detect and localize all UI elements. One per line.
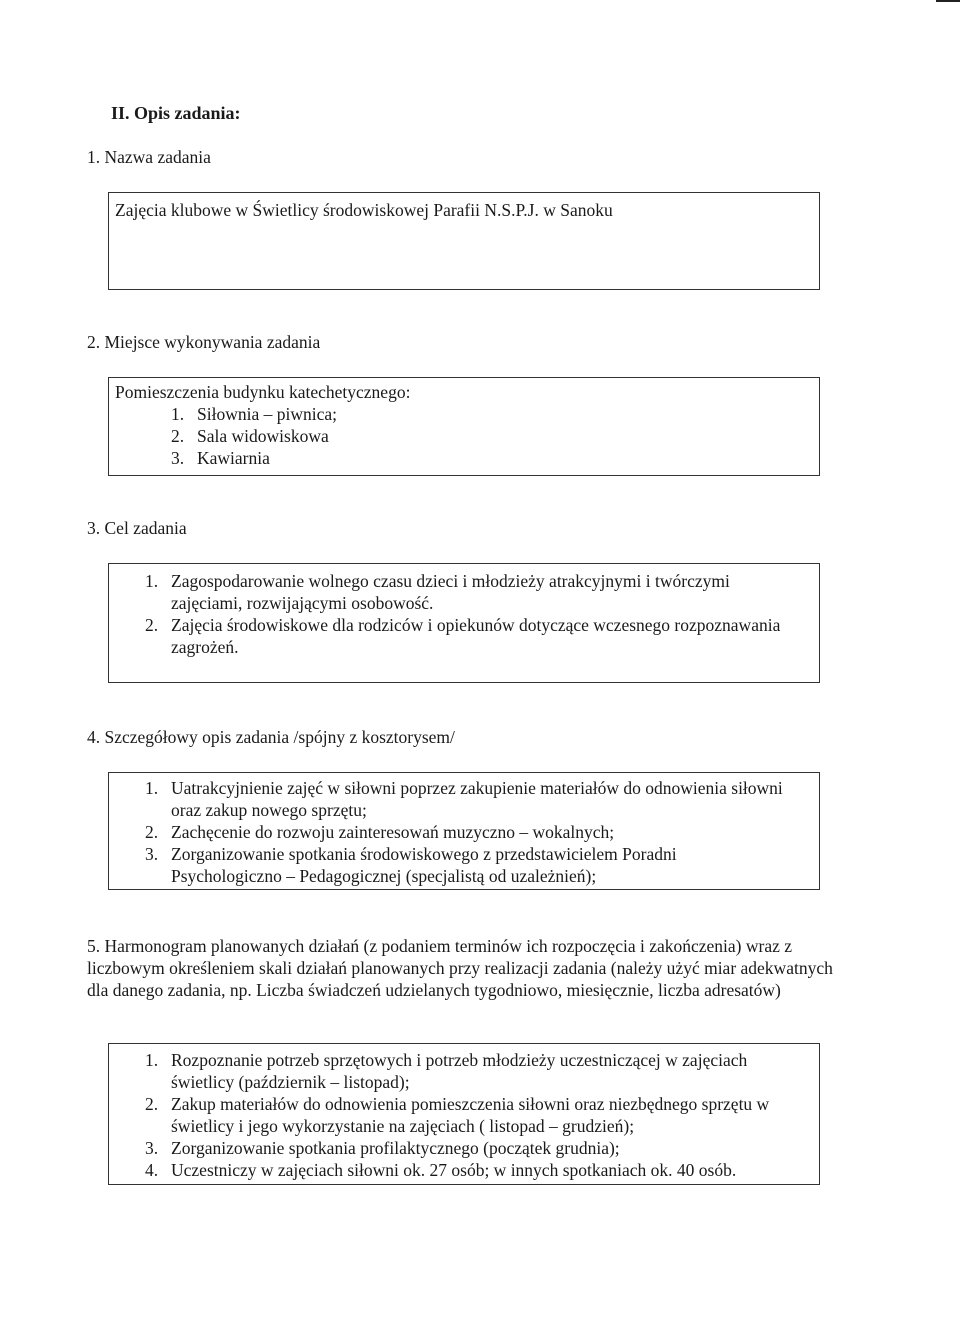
list-item: 2. Sala widowiskowa (171, 426, 329, 446)
task-description-box (108, 772, 820, 890)
schedule-list (145, 1049, 795, 1181)
task-name-label: 1. Nazwa zadania (87, 147, 211, 167)
task-goal-box (108, 563, 820, 683)
list-item: 2. Zachęcenie do rozwoju zainteresowań muzyczno – wokalnych; (145, 822, 615, 842)
list-item: 1. Zagospodarowanie wolnego czasu dzieci i młodzieży atrakcyjnymi i twórczymi zajęciami, rozwijającymi osobowość. (145, 571, 730, 613)
list-item: 2. Zajęcia środowiskowe dla rodziców i opiekunów dotyczące wczesnego rozpoznawania zagrożeń. (145, 615, 781, 657)
task-name-value: Zajęcia klubowe w Świetlicy środowiskowej Parafii N.S.P.J. w Sanoku (115, 200, 613, 220)
task-goal-label: 3. Cel zadania (87, 518, 187, 538)
task-schedule-box (108, 1043, 820, 1185)
description-list (145, 777, 785, 887)
list-item: 3. Zorganizowanie spotkania środowiskowego z przedstawicielem Poradni Psychologiczno – Pedagogicznej (specjalistą od uzależnień); (145, 844, 677, 886)
list-item: 1. Siłownia – piwnica; (171, 404, 337, 424)
section-heading: II. Opis zadania: (111, 103, 241, 123)
task-location-label: 2. Miejsce wykonywania zadania (87, 332, 321, 352)
goal-list (145, 570, 785, 658)
task-name-box (108, 192, 820, 290)
location-list (171, 403, 791, 469)
task-description-label: 4. Szczegółowy opis zadania /spójny z kosztorysem/ (87, 727, 455, 747)
task-schedule-label: 5. Harmonogram planowanych działań (z podaniem terminów ich rozpoczęcia i zakończenia) wraz z liczbowym określeniem skali działań planowanych przy realizacji zadania (należy użyć miar adekwatnych dla danego zadania, np. Liczba świadczeń udzielanych tygodniowo, miesięcznie, liczba adresatów) (87, 936, 833, 1000)
scan-edge-mark (936, 0, 960, 2)
list-item: 4. Uczestniczy w zajęciach siłowni ok. 27 osób; w innych spotkaniach ok. 40 osób. (145, 1160, 737, 1180)
list-item: 1. Rozpoznanie potrzeb sprzętowych i potrzeb młodzieży uczestniczącej w zajęciach świetlicy (październik – listopad); (145, 1050, 748, 1092)
list-item: 2. Zakup materiałów do odnowienia pomieszczenia siłowni oraz niezbędnego sprzętu w świetlicy i jego wykorzystanie na zajęciach ( listopad – grudzień); (145, 1094, 770, 1136)
list-item: 3. Zorganizowanie spotkania profilaktycznego (początek grudnia); (145, 1138, 620, 1158)
task-location-intro: Pomieszczenia budynku katechetycznego: (115, 382, 411, 402)
list-item: 3. Kawiarnia (171, 448, 270, 468)
task-location-box (108, 377, 820, 476)
list-item: 1. Uatrakcyjnienie zajęć w siłowni poprzez zakupienie materiałów do odnowienia siłowni oraz zakup nowego sprzętu; (145, 778, 783, 820)
